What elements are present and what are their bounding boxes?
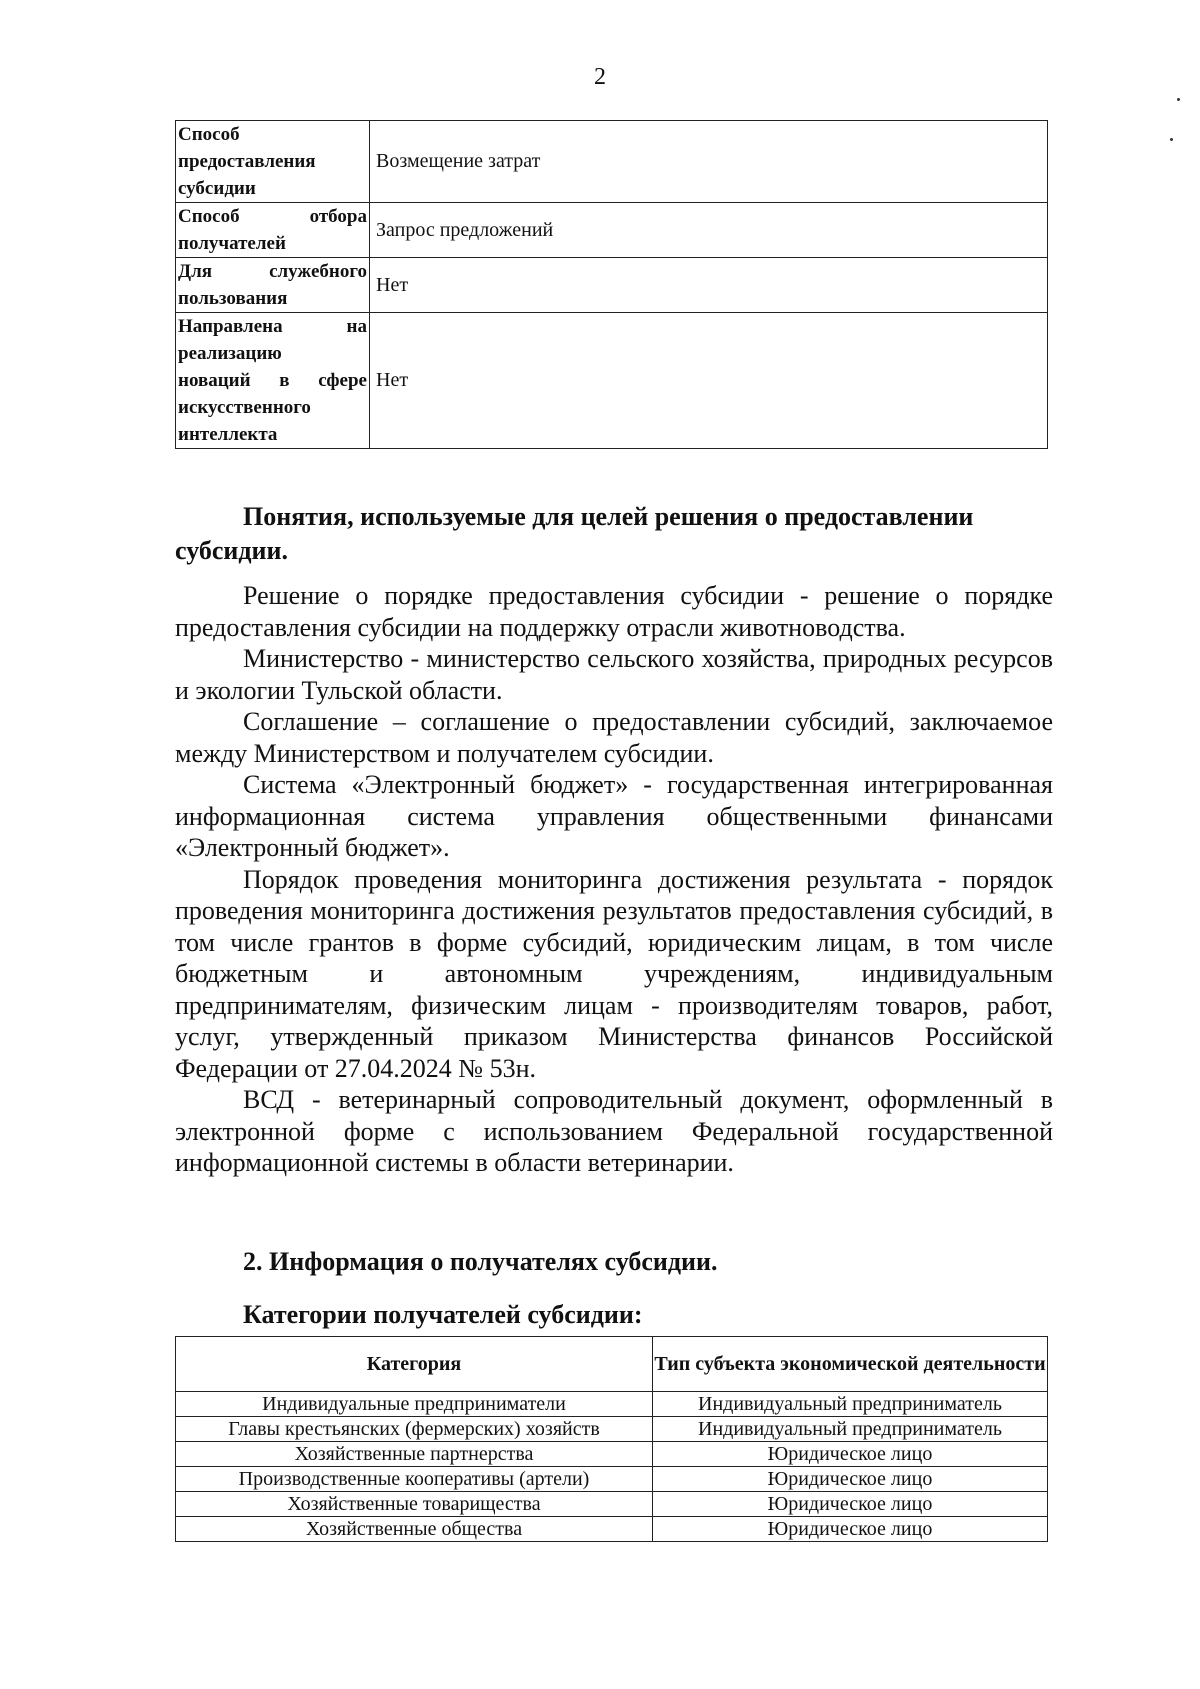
table-row [176,1442,1048,1467]
label-line: субсидии [178,178,256,199]
table-row [176,1392,1048,1417]
table-cell: Хозяйственные общества [176,1517,653,1542]
scan-speck [1177,98,1180,101]
section2-heading: 2. Информация о получателях субсидии. [243,1247,718,1276]
table-cell: Хозяйственные товарищества [176,1492,653,1517]
label-line: интеллекта [178,424,278,445]
table-cell: Юридическое лицо [653,1517,1048,1542]
table-row [176,203,1048,258]
table-row [176,1467,1048,1492]
subsidy-properties-table [175,120,1048,449]
table-row [176,121,1048,203]
property-value: Запрос предложений [370,203,1048,258]
label-line: искусственного [178,397,311,418]
table-row [176,1492,1048,1517]
definition-paragraph: ВСД - ветеринарный сопроводительный документ, оформленный в электронной форме с использованием Федеральной государственной информационной системы в области ветеринарии. [175,1085,1053,1177]
table-cell: Юридическое лицо [653,1442,1048,1467]
property-label [176,121,370,203]
label-line: предоставления [178,151,316,172]
label-line: Для служебного [178,261,367,282]
table-cell: Главы крестьянских (фермерских) хозяйств [176,1417,653,1442]
scan-speck [1170,138,1173,141]
label-line: Способ [178,124,240,145]
table-cell: Индивидуальные предприниматели [176,1392,653,1417]
table-cell: Индивидуальный предприниматель [653,1392,1048,1417]
label-line: Направлена на [178,316,367,337]
property-value: Возмещение затрат [370,121,1048,203]
definitions-list [175,580,1053,1179]
table-cell: Юридическое лицо [653,1492,1048,1517]
table-header-row [176,1337,1048,1392]
label-line: реализацию [178,343,282,364]
label-line: получателей [178,233,286,254]
definition-paragraph: Решение о порядке предоставления субсидии - решение о порядке предоставления субсидии на поддержку отрасли животноводства. [175,581,1053,642]
property-value: Нет [370,258,1048,313]
recipient-categories-table [175,1336,1048,1542]
table-cell: Юридическое лицо [653,1467,1048,1492]
table-cell: Хозяйственные партнерства [176,1442,653,1467]
definition-paragraph: Система «Электронный бюджет» - государственная интегрированная информационная система управления общественными финансами «Электронный бюджет». [175,770,1053,862]
label-line: новаций в сфере [178,370,367,391]
column-header: Тип субъекта экономической деятельности [653,1337,1048,1392]
concepts-heading: Понятия, используемые для целей решения о предоставлении субсидии. [175,502,974,565]
table-cell: Индивидуальный предприниматель [653,1417,1048,1442]
label-line: Способ отбора [178,206,367,227]
table-row [176,1517,1048,1542]
definition-paragraph: Министерство - министерство сельского хозяйства, природных ресурсов и экологии Тульской области. [175,644,1053,705]
table-row [176,258,1048,313]
table-row [176,1417,1048,1442]
page-number: 2 [594,64,606,90]
table-row [176,313,1048,449]
table-cell: Производственные кооперативы (артели) [176,1467,653,1492]
categories-heading: Категории получателей субсидии: [243,1300,643,1329]
property-label [176,203,370,258]
label-line: пользования [178,288,288,309]
property-value: Нет [370,313,1048,449]
definition-paragraph: Порядок проведения мониторинга достижения результата - порядок проведения мониторинга достижения результатов предоставления субсидий, в том числе грантов в форме субсидий, юридическим лицам, в том числе бюджетным и автономным учреждениям, индивидуальным предпринимателям, физическим лицам - производителям товаров, работ, услуг, утвержденный приказом Министерства финансов Российской Федерации от 27.04.2024 № 53н. [175,864,1053,1083]
property-label [176,258,370,313]
column-header: Категория [176,1337,653,1392]
property-label [176,313,370,449]
definition-paragraph: Соглашение – соглашение о предоставлении субсидий, заключаемое между Министерством и получателем субсидии. [175,707,1053,768]
